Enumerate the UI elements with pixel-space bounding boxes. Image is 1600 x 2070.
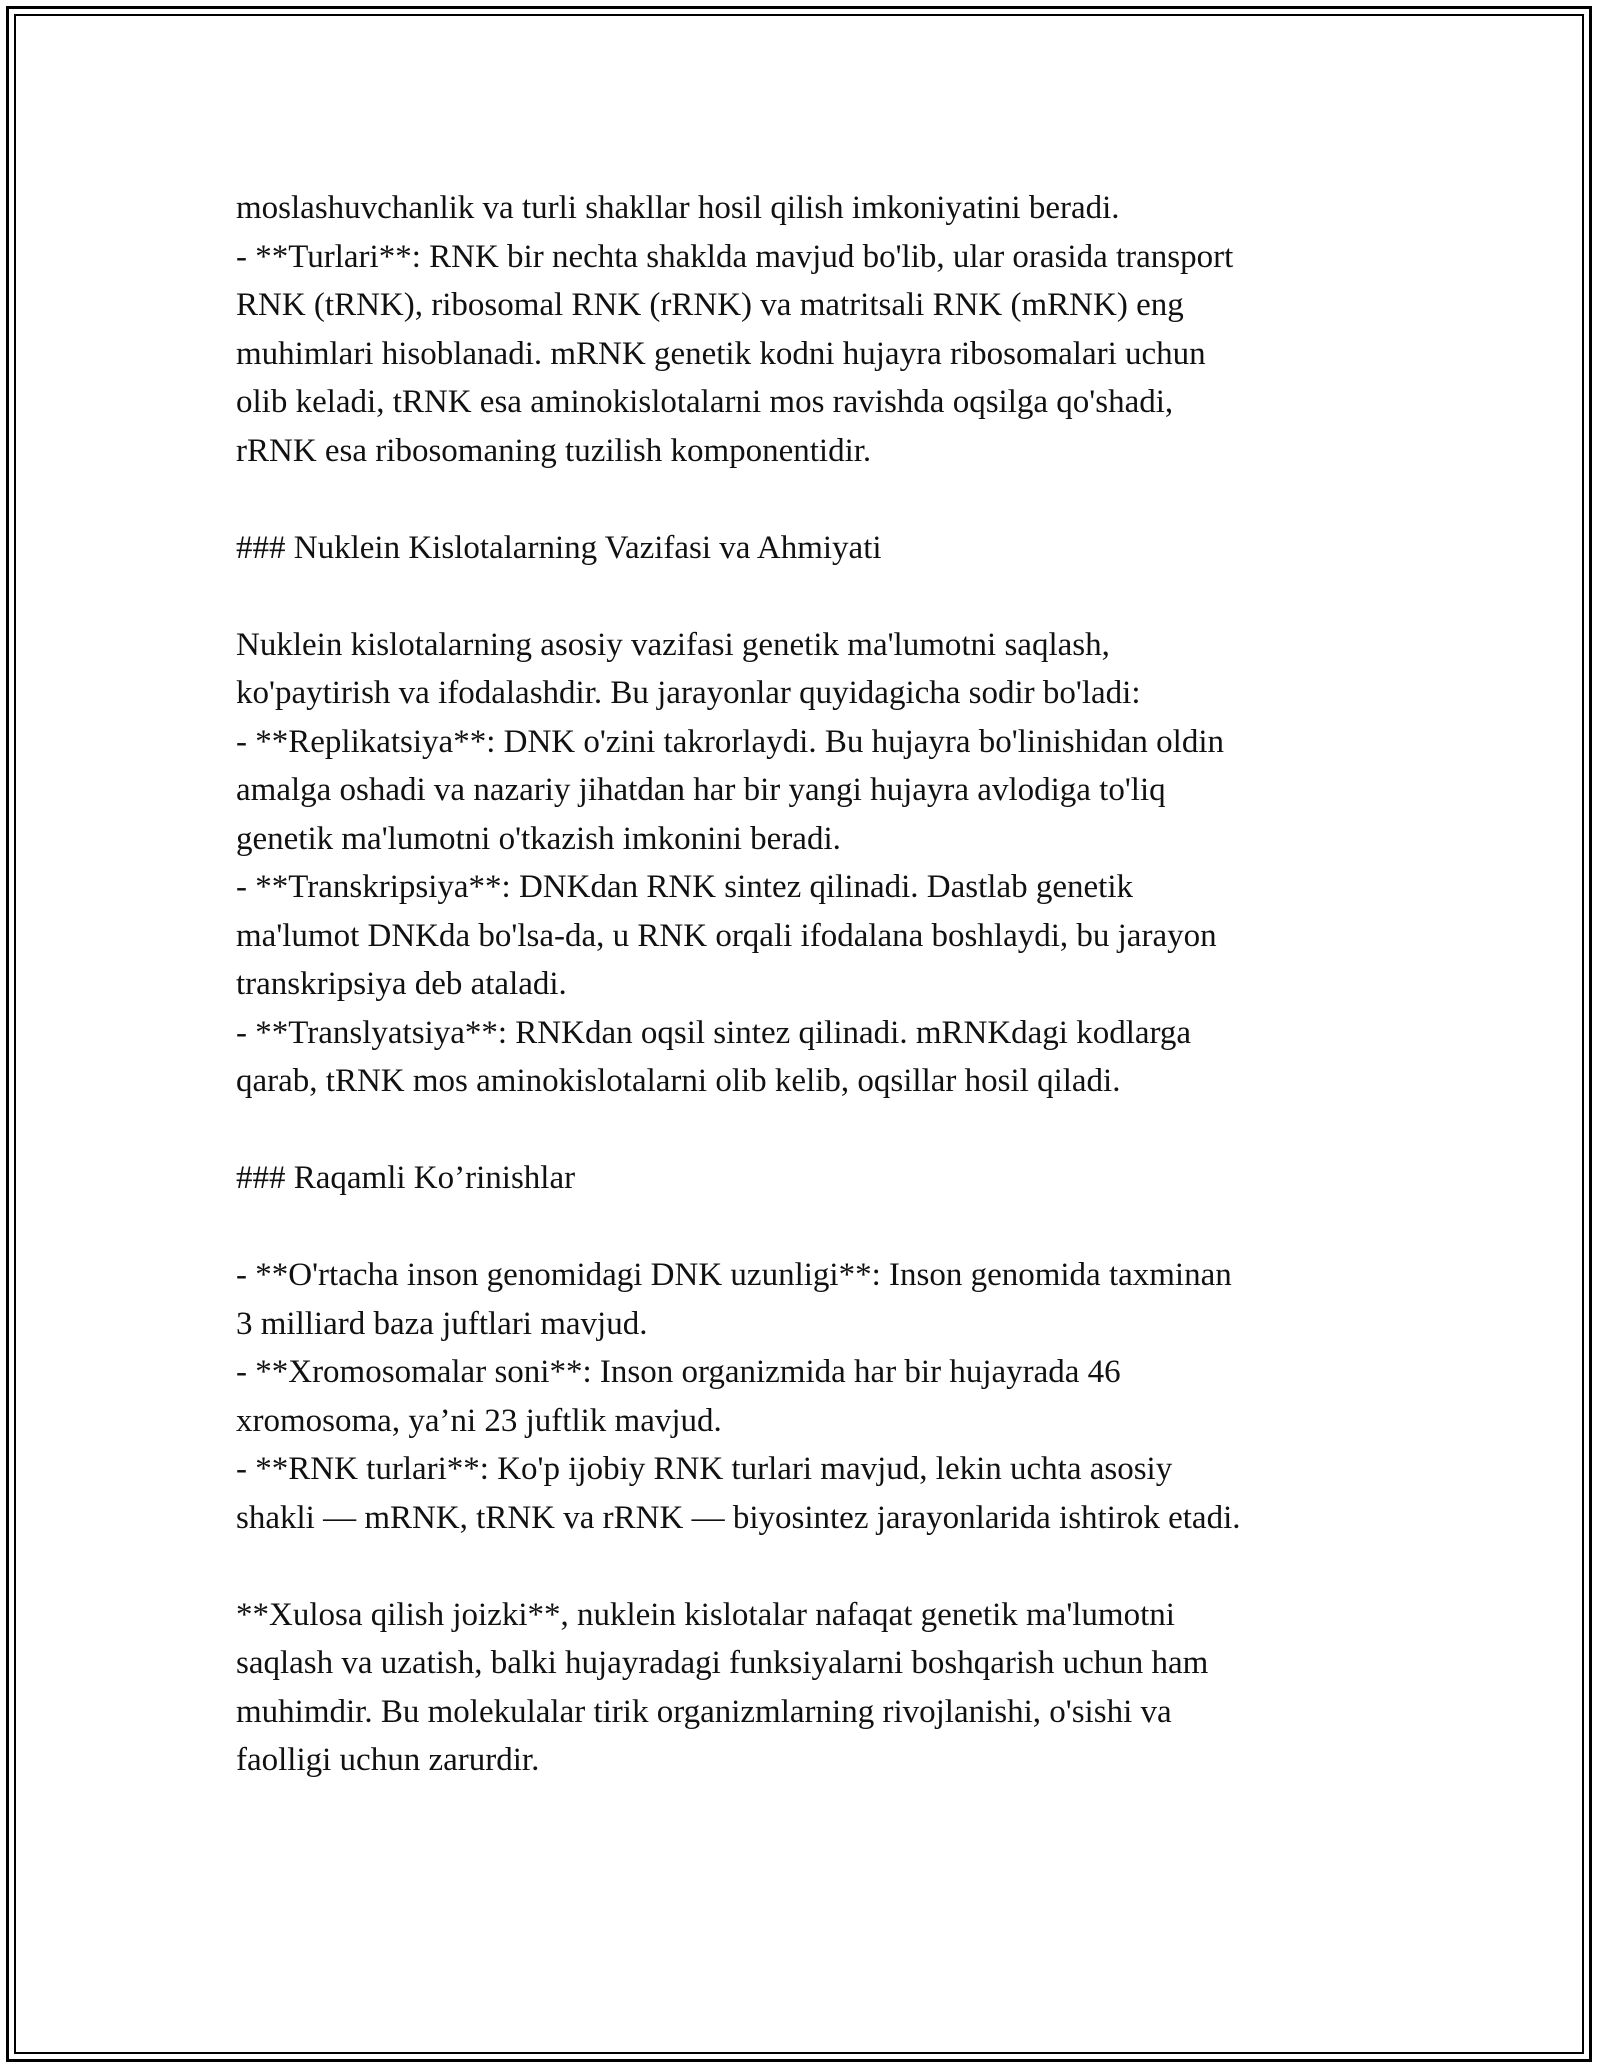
blank-line [236,475,1376,524]
text-line: amalga oshadi va nazariy jihatdan har bir yangi hujayra avlodiga to'liq [236,772,1166,808]
text-line: **Xulosa qilish joizki**, nuklein kislotalar nafaqat genetik ma'lumotni [236,1596,1175,1633]
text-line: - **O'rtacha inson genomidagi DNK uzunligi**: Inson genomida taxminan [236,1257,1232,1293]
text-line: xromosoma, ya’ni 23 juftlik mavjud. [236,1402,722,1439]
text-line: shakli — mRNK, tRNK va rRNK — biyosintez jarayonlarida ishtirok etadi. [236,1499,1241,1536]
blank-line [236,1203,1376,1252]
section-heading: ### Raqamli Ko’rinishlar [236,1160,576,1196]
text-line: genetik ma'lumotni o'tkazish imkonini beradi. [236,820,841,857]
text-line: 3 milliard baza juftlari mavjud. [236,1305,648,1342]
text-line: rRNK esa ribosomaning tuzilish komponentidir. [236,432,872,469]
blank-line [236,1106,1376,1155]
text-line: - **Transkripsiya**: DNKdan RNK sintez qilinadi. Dastlab genetik [236,869,1133,905]
text-line: faolligi uchun zarurdir. [236,1742,540,1778]
blank-line [236,1542,1376,1591]
document-body [236,184,1376,1785]
text-line: moslashuvchanlik va turli shakllar hosil qilish imkoniyatini beradi. [236,190,1120,226]
text-line: RNK (tRNK), ribosomal RNK (rRNK) va matritsali RNK (mRNK) eng [236,287,1184,323]
text-line: transkripsiya deb ataladi. [236,966,567,1002]
text-line: Nuklein kislotalarning asosiy vazifasi genetik ma'lumotni saqlash, [236,626,1110,663]
text-line: - **Translyatsiya**: RNKdan oqsil sintez qilinadi. mRNKdagi kodlarga [236,1014,1192,1051]
text-line: ma'lumot DNKda bo'lsa-da, u RNK orqali ifodalana boshlaydi, bu jarayon [236,917,1217,954]
text-line: - **RNK turlari**: Ko'p ijobiy RNK turlari mavjud, lekin uchta asosiy [236,1451,1173,1487]
text-line: muhimdir. Bu molekulalar tirik organizmlarning rivojlanishi, o'sishi va [236,1693,1172,1730]
blank-line [236,572,1376,621]
text-line: - **Xromosomalar soni**: Inson organizmida har bir hujayrada 46 [236,1354,1121,1390]
text-line: qarab, tRNK mos aminokislotalarni olib kelib, oqsillar hosil qiladi. [236,1063,1121,1099]
text-line: - **Replikatsiya**: DNK o'zini takrorlaydi. Bu hujayra bo'linishidan oldin [236,723,1224,760]
text-line: - **Turlari**: RNK bir nechta shaklda mavjud bo'lib, ular orasida transport [236,238,1234,275]
text-line: ko'paytirish va ifodalashdir. Bu jarayonlar quyidagicha sodir bo'ladi: [236,675,1141,711]
text-line: saqlash va uzatish, balki hujayradagi funksiyalarni boshqarish uchun ham [236,1645,1209,1681]
text-line: olib keladi, tRNK esa aminokislotalarni mos ravishda oqsilga qo'shadi, [236,384,1174,420]
section-heading: ### Nuklein Kislotalarning Vazifasi va Ahmiyati [236,529,882,566]
text-line: muhimlari hisoblanadi. mRNK genetik kodni hujayra ribosomalari uchun [236,335,1206,372]
